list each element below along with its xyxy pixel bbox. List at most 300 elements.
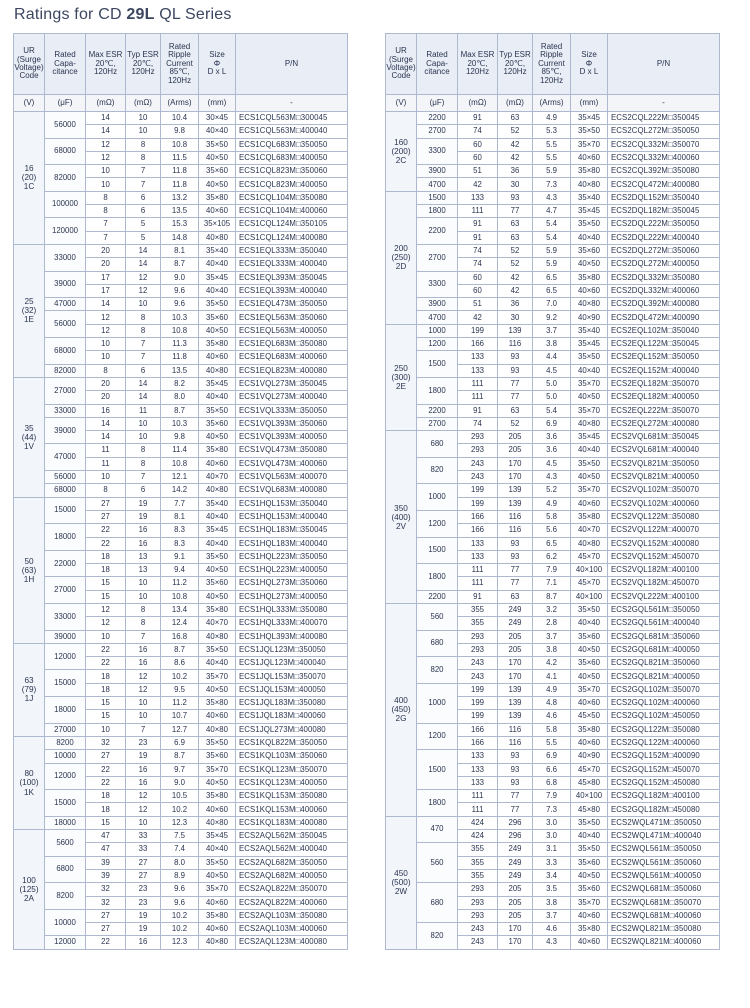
part-number-cell: ECS1HQL153M□350040 (236, 497, 348, 510)
ripple-current-cell: 5.4 (533, 404, 571, 417)
ripple-current-cell: 7.1 (533, 577, 571, 590)
size-cell: 40×50 (571, 391, 608, 404)
ripple-current-cell: 12.1 (161, 471, 199, 484)
typ-esr-cell: 249 (498, 856, 533, 869)
ripple-current-cell: 8.1 (161, 510, 199, 523)
part-number-cell: ECS2GQL681M□400050 (608, 643, 720, 656)
table-row (14, 697, 348, 710)
typ-esr-cell: 33 (126, 830, 161, 843)
max-esr-cell: 355 (458, 856, 498, 869)
capacitance-cell: 27000 (45, 723, 86, 736)
max-esr-cell: 10 (86, 471, 126, 484)
size-cell: 40×100 (571, 564, 608, 577)
capacitance-header: Rated Capa- citance (45, 34, 86, 95)
part-number-cell: ECS2DQL332M□400060 (608, 284, 720, 297)
table-row (14, 191, 348, 204)
typ-esr-cell: 19 (126, 510, 161, 523)
capacitance-cell: 100000 (45, 191, 86, 218)
table-row (386, 816, 720, 829)
part-number-cell: ECS2WQL561M□350060 (608, 856, 720, 869)
ripple-current-cell: 4.5 (533, 457, 571, 470)
max-esr-cell: 12 (86, 603, 126, 616)
typ-esr-cell: 10 (126, 298, 161, 311)
table-row (14, 338, 348, 351)
size-cell: 35×60 (571, 630, 608, 643)
capacitance-cell: 10000 (45, 909, 86, 936)
capacitance-cell: 8200 (45, 883, 86, 910)
part-number-cell: ECS1JQL183M□350080 (236, 697, 348, 710)
size-cell: 40×40 (199, 258, 236, 271)
max-esr-cell: 32 (86, 883, 126, 896)
max-esr-cell: 10 (86, 178, 126, 191)
part-number-cell: ECS2GQL561M□400040 (608, 617, 720, 630)
max-esr-cell: 14 (86, 125, 126, 138)
size-cell: 35×60 (199, 577, 236, 590)
size-cell: 40×60 (571, 697, 608, 710)
typ-esr-cell: 8 (126, 311, 161, 324)
capacitance-cell: 22000 (45, 550, 86, 577)
ripple-current-cell: 3.8 (533, 643, 571, 656)
size-cell: 35×45 (571, 112, 608, 125)
ripple-current-cell: 12.7 (161, 723, 199, 736)
part-number-cell: ECS2GQL102M□350070 (608, 683, 720, 696)
typ-esr-cell: 139 (498, 683, 533, 696)
typ-esr-cell: 23 (126, 736, 161, 749)
ripple-current-cell: 9.0 (161, 271, 199, 284)
part-number-cell: ECS2CQL222M□350045 (608, 112, 720, 125)
part-number-cell: ECS1EQL563M□350060 (236, 311, 348, 324)
part-number-cell: ECS2CQL272M□350050 (608, 125, 720, 138)
typ-esr-cell: 205 (498, 431, 533, 444)
part-number-cell: ECS2DQL472M□400090 (608, 311, 720, 324)
capacitance-cell: 1800 (417, 564, 458, 591)
ripple-current-cell: 8.7 (161, 643, 199, 656)
table-row (14, 550, 348, 563)
typ-esr-cell: 12 (126, 284, 161, 297)
typ-esr-cell: 7 (126, 178, 161, 191)
part-number-cell: ECS1EQL473M□350050 (236, 298, 348, 311)
size-cell: 35×60 (199, 165, 236, 178)
ripple-current-cell: 3.8 (533, 896, 571, 909)
ripple-current-cell: 9.4 (161, 564, 199, 577)
size-cell: 45×80 (571, 776, 608, 789)
voltage-code-cell: 350 (400) 2V (386, 431, 417, 604)
title-series-code: 29L (126, 6, 155, 23)
size-cell: 40×40 (571, 231, 608, 244)
part-number-cell: ECS2DQL222M□350050 (608, 218, 720, 231)
part-number-cell: ECS2VQL821M□400050 (608, 471, 720, 484)
size-cell: 40×80 (199, 723, 236, 736)
max-esr-cell: 243 (458, 457, 498, 470)
part-number-cell: ECS2WQL821M□350080 (608, 923, 720, 936)
max-esr-cell: 11 (86, 444, 126, 457)
ripple-current-cell: 14.2 (161, 484, 199, 497)
size-cell: 40×40 (199, 125, 236, 138)
table-row (386, 564, 720, 577)
part-number-cell: ECS1CQL124M□400080 (236, 231, 348, 244)
typ-esr-cell: 63 (498, 112, 533, 125)
unit-cell: (V) (386, 95, 417, 112)
size-cell: 35×80 (571, 923, 608, 936)
capacitance-cell: 1000 (417, 683, 458, 723)
ratings-table-left-wrap (13, 33, 348, 950)
typ-esr-cell: 10 (126, 816, 161, 829)
part-number-cell: ECS2AQL562M□400040 (236, 843, 348, 856)
part-number-cell: ECS1CQL104M□350080 (236, 191, 348, 204)
table-row (386, 271, 720, 284)
max-esr-cell: 18 (86, 803, 126, 816)
typ-esr-cell: 12 (126, 271, 161, 284)
typ-esr-cell: 77 (498, 391, 533, 404)
max-esr-cell: 27 (86, 750, 126, 763)
max-esr-cell: 39 (86, 856, 126, 869)
table-row (386, 630, 720, 643)
max-esr-cell: 355 (458, 869, 498, 882)
part-number-cell: ECS2DQL272M□350060 (608, 244, 720, 257)
size-cell: 40×50 (199, 431, 236, 444)
part-number-cell: ECS2GQL152M□400090 (608, 750, 720, 763)
table-row (14, 736, 348, 749)
typ-esr-cell: 10 (126, 431, 161, 444)
max-esr-cell: 15 (86, 816, 126, 829)
max-esr-cell: 32 (86, 736, 126, 749)
capacitance-cell: 12000 (45, 763, 86, 790)
ripple-current-cell: 4.7 (533, 205, 571, 218)
max-esr-cell: 355 (458, 603, 498, 616)
ripple-current-cell: 9.2 (533, 311, 571, 324)
typ-esr-cell: 8 (126, 457, 161, 470)
ripple-current-cell: 8.7 (161, 258, 199, 271)
table-row (386, 125, 720, 138)
capacitance-cell: 56000 (45, 311, 86, 338)
ripple-current-cell: 2.8 (533, 617, 571, 630)
part-number-cell: ECS2WQL821M□400060 (608, 936, 720, 949)
ripple-current-cell: 3.7 (533, 630, 571, 643)
size-cell: 35×80 (571, 271, 608, 284)
typ-esr-cell: 139 (498, 697, 533, 710)
size-cell: 35×50 (571, 125, 608, 138)
max-esr-cell: 47 (86, 830, 126, 843)
size-cell: 35×40 (199, 497, 236, 510)
ripple-current-cell: 8.7 (161, 404, 199, 417)
table-row (14, 577, 348, 590)
capacitance-cell: 18000 (45, 816, 86, 829)
ripple-current-cell: 3.2 (533, 603, 571, 616)
max-esr-cell: 166 (458, 338, 498, 351)
part-number-cell: ECS1EQL333M□350040 (236, 244, 348, 257)
table-row (386, 723, 720, 736)
table-row (14, 112, 348, 125)
ripple-current-cell: 3.4 (533, 869, 571, 882)
typ-esr-cell: 170 (498, 457, 533, 470)
size-cell: 40×40 (199, 657, 236, 670)
table-row (14, 524, 348, 537)
max-esr-cell: 12 (86, 617, 126, 630)
size-cell: 40×60 (571, 497, 608, 510)
part-number-cell: ECS1EQL823M□400080 (236, 364, 348, 377)
typ-esr-cell: 8 (126, 603, 161, 616)
ripple-current-cell: 4.4 (533, 351, 571, 364)
size-cell: 35×80 (199, 909, 236, 922)
capacitance-cell: 1200 (417, 510, 458, 537)
size-cell: 35×80 (199, 790, 236, 803)
part-number-cell: ECS2VQL122M□400070 (608, 524, 720, 537)
size-cell: 35×50 (571, 843, 608, 856)
part-number-cell: ECS2AQL123M□400080 (236, 936, 348, 949)
max-esr-cell: 27 (86, 909, 126, 922)
size-cell: 35×70 (199, 883, 236, 896)
typ-esr-cell: 77 (498, 377, 533, 390)
size-cell: 40×60 (199, 457, 236, 470)
size-cell: 40×40 (199, 843, 236, 856)
size-cell: 40×70 (199, 471, 236, 484)
max-esr-cell: 39 (86, 869, 126, 882)
max-esr-cell: 111 (458, 564, 498, 577)
table-row (14, 670, 348, 683)
part-number-cell: ECS1HQL393M□400080 (236, 630, 348, 643)
capacitance-cell: 2200 (417, 112, 458, 125)
ripple-current-cell: 11.2 (161, 697, 199, 710)
voltage-code-cell: 63 (79) 1J (14, 643, 45, 736)
size-cell: 40×80 (199, 484, 236, 497)
size-cell: 40×40 (199, 510, 236, 523)
max-esr-cell: 8 (86, 205, 126, 218)
typ-esr-cell: 93 (498, 550, 533, 563)
max-esr-cell: 133 (458, 550, 498, 563)
typ-esr-cell: 36 (498, 165, 533, 178)
typ-esr-cell: 93 (498, 191, 533, 204)
part-number-cell: ECS1VQL333M□350050 (236, 404, 348, 417)
ratings-table-right-wrap (385, 33, 720, 950)
typ-esr-cell: 6 (126, 364, 161, 377)
typ-esr-cell: 170 (498, 936, 533, 949)
table-row (386, 377, 720, 390)
part-number-cell: ECS2WQL561M□350050 (608, 843, 720, 856)
part-number-cell: ECS1EQL393M□400040 (236, 284, 348, 297)
part-number-cell: ECS1EQL563M□400050 (236, 324, 348, 337)
ripple-current-cell: 9.8 (161, 125, 199, 138)
part-number-cell: ECS1EQL393M□350045 (236, 271, 348, 284)
table-row (14, 723, 348, 736)
header-row (386, 34, 720, 95)
typ-esr-cell: 12 (126, 790, 161, 803)
part-number-cell: ECS2AQL822M□350070 (236, 883, 348, 896)
max-esr-cell: 199 (458, 324, 498, 337)
ripple-current-cell: 11.3 (161, 338, 199, 351)
voltage-code-header: UR (Surge Voltage) Code (14, 34, 45, 95)
part-number-cell: ECS2GQL122M□400060 (608, 736, 720, 749)
typ-esr-cell: 14 (126, 244, 161, 257)
header-row (14, 34, 348, 95)
max-esr-cell: 15 (86, 590, 126, 603)
size-cell: 45×70 (571, 577, 608, 590)
part-number-cell: ECS2EQL182M□350070 (608, 377, 720, 390)
size-cell: 40×80 (571, 178, 608, 191)
typ-esr-cell: 170 (498, 923, 533, 936)
typ-esr-cell: 8 (126, 138, 161, 151)
table-row (14, 298, 348, 311)
size-cell: 35×80 (199, 191, 236, 204)
part-number-cell: ECS2VQL681M□400040 (608, 444, 720, 457)
part-number-header: P/N (236, 34, 348, 95)
table-row (386, 603, 720, 616)
capacitance-cell: 39000 (45, 417, 86, 444)
ripple-current-cell: 10.3 (161, 311, 199, 324)
title-suffix: QL Series (154, 6, 232, 23)
ripple-current-cell: 3.3 (533, 856, 571, 869)
typ-esr-cell: 63 (498, 404, 533, 417)
max-esr-cell: 27 (86, 497, 126, 510)
typ-esr-cell: 6 (126, 484, 161, 497)
unit-cell: (mΩ) (126, 95, 161, 112)
part-number-cell: ECS1HQL273M□400050 (236, 590, 348, 603)
max-esr-cell: 243 (458, 923, 498, 936)
capacitance-cell: 820 (417, 657, 458, 684)
size-cell: 40×60 (571, 151, 608, 164)
part-number-cell: ECS2GQL182M□450080 (608, 803, 720, 816)
part-number-cell: ECS2CQL472M□400080 (608, 178, 720, 191)
ripple-current-cell: 13.2 (161, 191, 199, 204)
typ-esr-cell: 14 (126, 391, 161, 404)
typ-esr-cell: 205 (498, 643, 533, 656)
size-cell: 35×50 (571, 603, 608, 616)
size-cell: 35×80 (199, 603, 236, 616)
part-number-cell: ECS1CQL563M□400040 (236, 125, 348, 138)
typ-esr-cell: 42 (498, 151, 533, 164)
size-cell: 40×100 (571, 790, 608, 803)
part-number-cell: ECS2VQL182M□400100 (608, 564, 720, 577)
ratings-table-left (13, 33, 348, 950)
size-cell: 40×80 (571, 298, 608, 311)
max-esr-cell: 20 (86, 391, 126, 404)
max-esr-cell: 74 (458, 125, 498, 138)
part-number-cell: ECS2GQL681M□350060 (608, 630, 720, 643)
ripple-current-cell: 10.8 (161, 324, 199, 337)
size-cell: 35×45 (199, 830, 236, 843)
max-esr-cell: 111 (458, 790, 498, 803)
max-esr-cell: 22 (86, 936, 126, 949)
typ-esr-cell: 16 (126, 537, 161, 550)
size-cell: 35×50 (199, 404, 236, 417)
unit-cell: (mΩ) (86, 95, 126, 112)
typ-esr-cell: 170 (498, 471, 533, 484)
ripple-current-cell: 7.3 (533, 803, 571, 816)
max-esr-cell: 17 (86, 271, 126, 284)
table-row (14, 750, 348, 763)
ripple-current-cell: 11.8 (161, 178, 199, 191)
capacitance-cell: 3900 (417, 165, 458, 178)
voltage-code-cell: 250 (300) 2E (386, 324, 417, 430)
size-cell: 35×45 (571, 431, 608, 444)
max-esr-cell: 199 (458, 710, 498, 723)
ripple-current-cell: 12.3 (161, 936, 199, 949)
typ-esr-cell: 93 (498, 364, 533, 377)
max-esr-cell: 10 (86, 723, 126, 736)
typ-esr-cell: 170 (498, 670, 533, 683)
part-number-cell: ECS1EQL683M□350080 (236, 338, 348, 351)
table-row (14, 417, 348, 430)
max-esr-cell: 7 (86, 231, 126, 244)
size-cell: 40×80 (571, 537, 608, 550)
typ-esr-cell: 16 (126, 657, 161, 670)
max-esr-cell: 17 (86, 284, 126, 297)
max-esr-cell: 199 (458, 497, 498, 510)
capacitance-cell: 680 (417, 431, 458, 458)
max-esr-cell: 133 (458, 191, 498, 204)
typ-esr-cell: 7 (126, 165, 161, 178)
ripple-current-cell: 8.0 (161, 391, 199, 404)
typ-esr-cell: 249 (498, 603, 533, 616)
typ-esr-cell: 7 (126, 723, 161, 736)
max-esr-cell: 22 (86, 763, 126, 776)
typ-esr-cell: 52 (498, 258, 533, 271)
typ-esr-cell: 139 (498, 324, 533, 337)
max-esr-cell: 91 (458, 112, 498, 125)
part-number-cell: ECS2CQL392M□350080 (608, 165, 720, 178)
part-number-cell: ECS1CQL823M□400050 (236, 178, 348, 191)
table-row (14, 471, 348, 484)
size-cell: 35×60 (199, 311, 236, 324)
size-cell: 35×70 (199, 763, 236, 776)
part-number-cell: ECS2WQL471M□400040 (608, 830, 720, 843)
typ-esr-cell: 10 (126, 710, 161, 723)
capacitance-cell: 680 (417, 883, 458, 923)
max-esr-cell: 293 (458, 896, 498, 909)
ripple-current-cell: 8.2 (161, 377, 199, 390)
voltage-code-cell: 200 (250) 2D (386, 191, 417, 324)
typ-esr-cell: 8 (126, 617, 161, 630)
capacitance-cell: 1800 (417, 377, 458, 404)
part-number-cell: ECS2AQL103M□350080 (236, 909, 348, 922)
max-esr-cell: 18 (86, 550, 126, 563)
ripple-current-cell: 10.7 (161, 710, 199, 723)
capacitance-cell: 1200 (417, 723, 458, 750)
table-row (386, 537, 720, 550)
ripple-current-cell: 6.8 (533, 776, 571, 789)
ripple-current-cell: 12.4 (161, 617, 199, 630)
capacitance-cell: 1000 (417, 484, 458, 511)
part-number-cell: ECS1CQL104M□400060 (236, 205, 348, 218)
max-esr-cell: 424 (458, 816, 498, 829)
max-esr-cell: 199 (458, 484, 498, 497)
max-esr-cell: 199 (458, 683, 498, 696)
ripple-current-cell: 4.9 (533, 683, 571, 696)
max-esr-cell: 355 (458, 843, 498, 856)
capacitance-cell: 33000 (45, 603, 86, 630)
max-esr-cell: 74 (458, 244, 498, 257)
ripple-current-cell: 3.6 (533, 431, 571, 444)
voltage-code-cell: 50 (63) 1H (14, 497, 45, 643)
capacitance-cell: 680 (417, 630, 458, 657)
capacitance-cell: 5600 (45, 830, 86, 857)
part-number-cell: ECS2EQL122M□350045 (608, 338, 720, 351)
typ-esr-cell: 6 (126, 191, 161, 204)
size-cell: 40×70 (199, 617, 236, 630)
size-cell: 40×80 (199, 936, 236, 949)
ripple-current-header: Rated Ripple Current 85℃, 120Hz (161, 34, 199, 95)
capacitance-cell: 3300 (417, 271, 458, 298)
max-esr-cell: 42 (458, 311, 498, 324)
part-number-cell: ECS2EQL222M□350070 (608, 404, 720, 417)
typ-esr-cell: 42 (498, 138, 533, 151)
max-esr-cell: 20 (86, 258, 126, 271)
typ-esr-cell: 205 (498, 444, 533, 457)
max-esr-cell: 293 (458, 630, 498, 643)
max-esr-cell: 10 (86, 338, 126, 351)
typ-esr-cell: 93 (498, 763, 533, 776)
ripple-current-cell: 5.4 (533, 231, 571, 244)
ripple-current-cell: 4.3 (533, 936, 571, 949)
